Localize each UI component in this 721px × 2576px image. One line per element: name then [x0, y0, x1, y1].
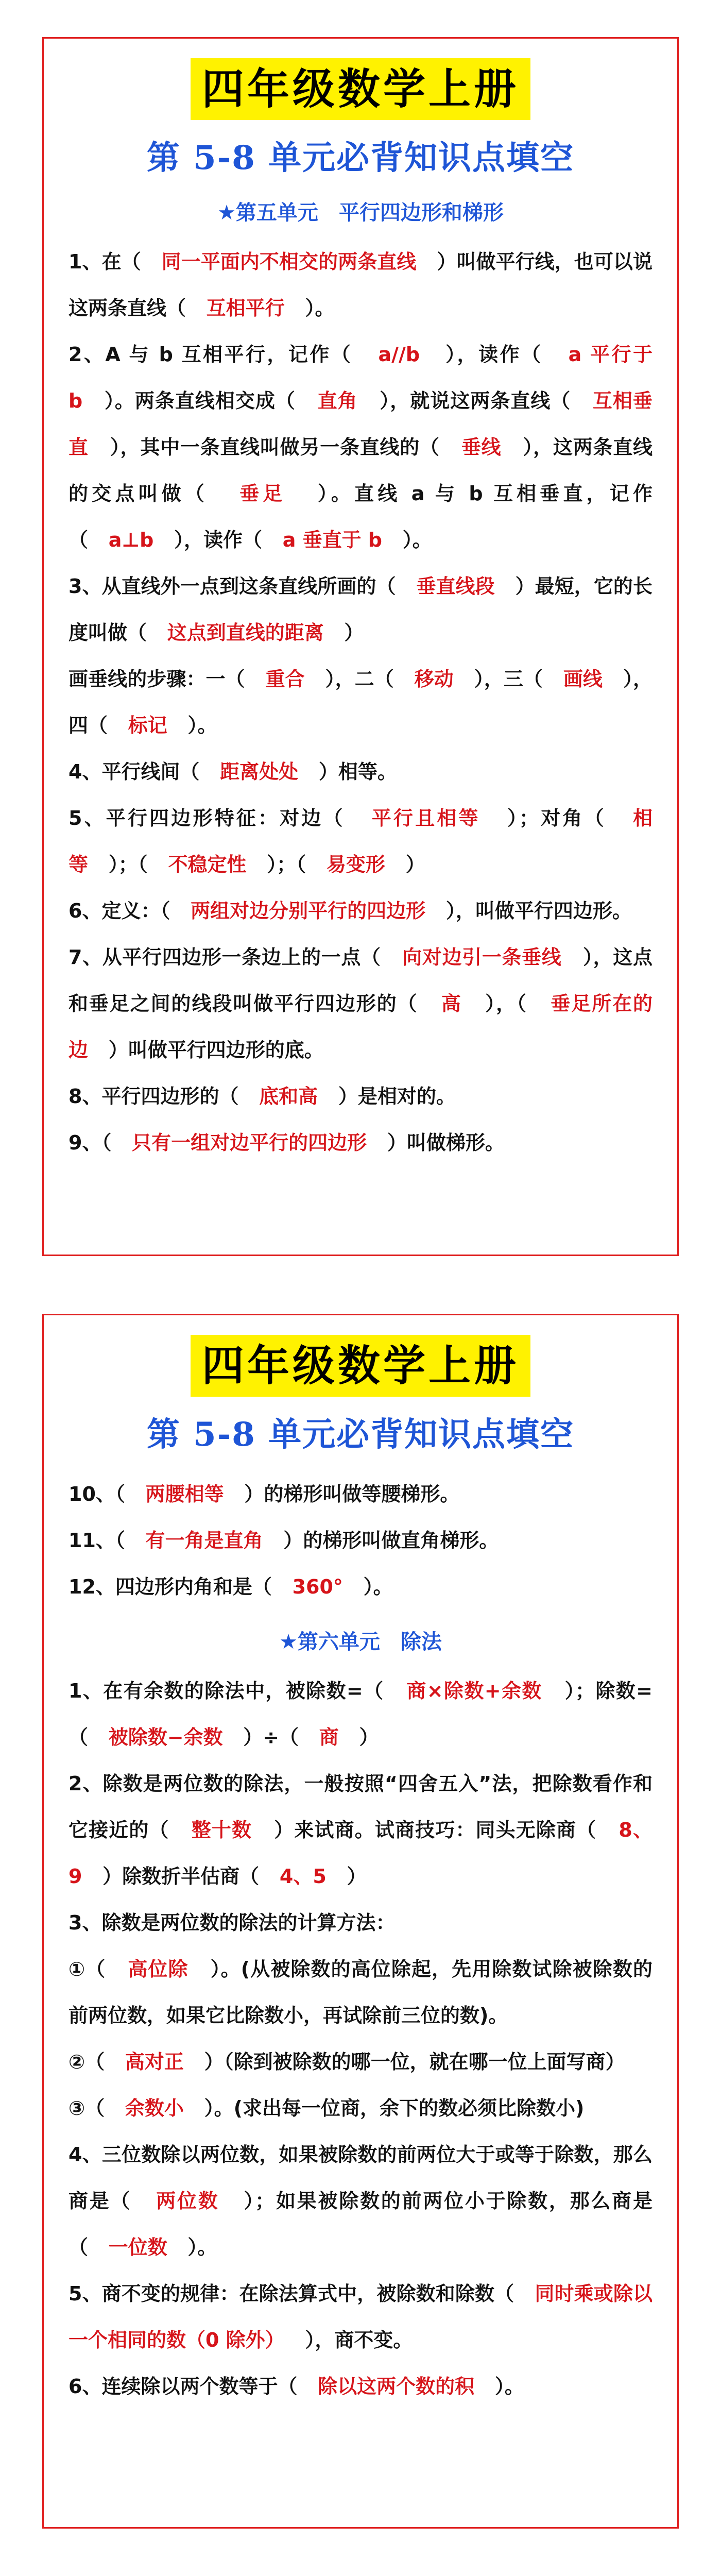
- question-text: 最短，它的长度叫做: [68, 575, 653, 644]
- worksheet-page-2: [42, 1314, 679, 2529]
- question-5: [68, 2270, 653, 2363]
- question-text: ，这两条直线的交点叫做: [68, 436, 653, 505]
- unit-5-heading: [68, 194, 653, 231]
- answer-blank: （ 直角 ）: [276, 389, 390, 412]
- question-text: ，读作: [457, 343, 522, 366]
- question-text: 。: [373, 1575, 393, 1598]
- answer-blank: （ 一位数 ）: [68, 2236, 197, 2259]
- question-1: [68, 239, 653, 331]
- question-9: [68, 1120, 653, 1166]
- page-subtitle: 第 5-8 单元必背知识点填空: [146, 139, 575, 177]
- answer-blank: （ 垂足所在的边 ）: [68, 992, 653, 1061]
- question-text: 。(从被除数的高位除起，先用除数试除被除数的前两位数，如果它比除数小，再试除前三位的数)。: [68, 1958, 653, 2027]
- answer-blank: （ 移动 ）: [374, 668, 484, 690]
- question-text: 4、平行线间: [68, 760, 180, 783]
- page-title: 四年级数学上册: [191, 58, 530, 120]
- question-text: 3、从直线外一点到这条直线所画的: [68, 575, 376, 598]
- question-text: 。(求出每一位商，余下的数必须比除数小): [214, 2097, 585, 2120]
- question-text: ，叫做平行四边形。: [455, 900, 632, 922]
- question-text: 画垂线的步骤：一: [68, 668, 226, 690]
- answer-blank: （ a⊥b ）: [68, 529, 184, 551]
- question-11: [68, 1517, 653, 1564]
- answer-blank: （ 4、5 ）: [239, 1865, 366, 1888]
- question-text: 。: [197, 714, 217, 737]
- question-text: ；: [277, 853, 297, 876]
- answer-blank: （ 这点到直线的距离 ）: [127, 621, 364, 644]
- question-8: [68, 1073, 653, 1120]
- answer-blank: （ 垂足 ）: [185, 482, 331, 505]
- question-text: 1、在: [68, 250, 122, 273]
- question-text: ，读作: [183, 529, 243, 551]
- question-text: 2、A 与 b 互相平行，记作: [68, 343, 331, 366]
- question-text: 4、三位数除以两位数，如果被除数的前两位大于或等于除数，那么商是: [68, 2143, 653, 2212]
- question-7: [68, 934, 653, 1073]
- question-text: ，其中一条直线叫做另一条直线的: [120, 436, 420, 459]
- question-text: 10、: [68, 1483, 115, 1505]
- answer-blank: （ 底和高 ）: [219, 1085, 357, 1108]
- step-number: ③: [68, 2097, 85, 2120]
- unit-topic: 平行四边形和梯形: [338, 201, 504, 225]
- question-text: 的梯形叫做等腰梯形。: [264, 1483, 460, 1505]
- question-text: 的梯形叫做直角梯形。: [303, 1529, 499, 1552]
- unit-topic: 除法: [400, 1630, 442, 1654]
- step-number: ①: [68, 1958, 86, 1980]
- question-text: ，二: [335, 668, 374, 690]
- answer-blank: （ 只有一组对边平行的四边形 ）: [101, 1131, 406, 1154]
- question-text: 6、连续除以两个数等于: [68, 2375, 278, 2398]
- question-text: ；对角: [519, 807, 585, 829]
- answer-blank: （ 同一平面内不相交的两条直线 ）: [122, 250, 457, 273]
- question-2: [68, 1760, 653, 1900]
- unit-label: ★第六单元: [279, 1630, 380, 1654]
- question-text: 12、四边形内角和是: [68, 1575, 252, 1598]
- answer-blank: （ 不稳定性 ）: [138, 853, 277, 876]
- question-text: （除到被除数的哪一位，就在哪一位上面写商）: [224, 2050, 625, 2073]
- question-text: 2、除数是两位数的除法，一般按照“四舍五入”法，把除数看作和它接近的: [68, 1772, 653, 1841]
- question-text: 。: [197, 2236, 217, 2259]
- question-4: [68, 2131, 653, 2270]
- question-text: 叫做平行四边形的底。: [128, 1039, 324, 1061]
- question-text: ，就说这两条直线: [390, 389, 551, 412]
- question-text: ；除数=: [575, 1680, 653, 1702]
- answer-blank: （ 360° ）: [252, 1575, 373, 1598]
- answer-blank: （ 有一角是直角 ）: [115, 1529, 303, 1552]
- answer-blank: （ 同时乘或除以一个相同的数（0 除外） ）: [68, 2282, 653, 2351]
- question-text: 3、除数是两位数的除法的计算方法：: [68, 1911, 396, 1934]
- answer-blank: （ 相等 ）: [68, 807, 653, 876]
- step-number: ②: [68, 2050, 85, 2073]
- answer-blank: （ 高位除 ）: [85, 1958, 220, 1980]
- answer-blank: （ 两组对边分别平行的四边形 ）: [160, 900, 455, 922]
- answer-blank: （ a 平行于 b ）: [68, 343, 653, 412]
- answer-blank: （ 易变形 ）: [296, 853, 425, 876]
- question-text: 7、从平行四边形一条边上的一点: [68, 946, 362, 969]
- question-text: 6、定义：: [68, 900, 161, 922]
- question-text: 。直线 a 与 b 互相垂直，记作: [331, 482, 653, 505]
- question-3: [68, 1900, 653, 2131]
- answer-blank: （ 高 ）: [398, 992, 496, 1015]
- question-text: 。: [504, 2375, 524, 2398]
- answer-blank: （ 标记 ）: [88, 714, 197, 737]
- question-text: 来试商。试商技巧：同头无除商: [294, 1819, 577, 1841]
- answer-blank: （ a//b ）: [331, 343, 457, 366]
- answer-blank: （ 距离处处 ）: [180, 760, 338, 783]
- unit-6-heading: [68, 1623, 653, 1660]
- question-text: ，这点和垂足之间的线段叫做平行四边形的: [68, 946, 653, 1015]
- question-text: 是相对的。: [357, 1085, 456, 1108]
- question-text: ；: [118, 853, 138, 876]
- question-text: ，商不变。: [315, 2329, 413, 2351]
- question-text: 5、商不变的规律：在除法算式中，被除数和除数: [68, 2282, 495, 2305]
- answer-blank: （ 被除数−余数 ）: [68, 1726, 263, 1749]
- answer-blank: （ 商×除数+余数 ）: [363, 1680, 575, 1702]
- answer-blank: （ 重合 ）: [226, 668, 335, 690]
- answer-blank: （ a 垂直于 b ）: [243, 529, 413, 551]
- question-1: [68, 1668, 653, 1760]
- answer-blank: （ 高对正 ）: [85, 2050, 224, 2073]
- question-text: 叫做梯形。: [406, 1131, 505, 1154]
- question-5: [68, 795, 653, 888]
- question-text: 8、平行四边形的: [68, 1085, 219, 1108]
- answer-blank: （ 互相垂直 ）: [68, 389, 653, 459]
- question-text: 1、在有余数的除法中，被除数=: [68, 1680, 363, 1702]
- question-text: 9、: [68, 1131, 102, 1154]
- answer-blank: （ 互相平行 ）: [166, 297, 315, 319]
- page-title: 四年级数学上册: [191, 1335, 530, 1397]
- question-text: 。两条直线相交成: [114, 389, 276, 412]
- answer-blank: （ 余数小 ）: [85, 2097, 214, 2120]
- answer-blank: （ 除以这两个数的积 ）: [278, 2375, 504, 2398]
- question-text: 叫做平行线，也可以说这两条直线: [68, 250, 653, 319]
- question-6: [68, 888, 653, 934]
- question-3: [68, 563, 653, 749]
- question-text: ；如果被除数的前两位小于除数，那么商是: [255, 2190, 653, 2212]
- worksheet-page-1: [42, 37, 679, 1256]
- question-2: [68, 331, 653, 563]
- question-text: 。: [412, 529, 432, 551]
- answer-blank: （ 两位数 ）: [111, 2190, 255, 2212]
- answer-blank: （ 垂线 ）: [420, 436, 533, 459]
- question-text: ，三: [484, 668, 523, 690]
- answer-blank: （ 平行且相等 ）: [323, 807, 519, 829]
- question-text: ，: [496, 992, 517, 1015]
- question-text: 。: [315, 297, 335, 319]
- question-6: [68, 2363, 653, 2410]
- question-text: ÷: [263, 1726, 280, 1749]
- answer-blank: （ 向对边引一条垂线 ）: [361, 946, 593, 969]
- question-10: [68, 1471, 653, 1517]
- answer-blank: （ 8、9 ）: [68, 1819, 653, 1888]
- question-text: 5、平行四边形特征：对边: [68, 807, 323, 829]
- question-text: 相等。: [338, 760, 397, 783]
- unit-label: ★第五单元: [217, 201, 318, 225]
- answer-blank: （ 整十数 ）: [149, 1819, 295, 1841]
- question-text: 11、: [68, 1529, 115, 1552]
- page-subtitle: 第 5-8 单元必背知识点填空: [146, 1415, 575, 1454]
- answer-blank: （ 商 ）: [279, 1726, 379, 1749]
- answer-blank: （ 垂直线段 ）: [376, 575, 535, 598]
- answer-blank: （ 画线 ）: [523, 668, 633, 690]
- question-text: 除数折半估商: [122, 1865, 240, 1888]
- question-12: [68, 1564, 653, 1610]
- answer-blank: （ 两腰相等 ）: [115, 1483, 264, 1505]
- question-4: [68, 749, 653, 795]
- question-text: ，四: [68, 668, 653, 737]
